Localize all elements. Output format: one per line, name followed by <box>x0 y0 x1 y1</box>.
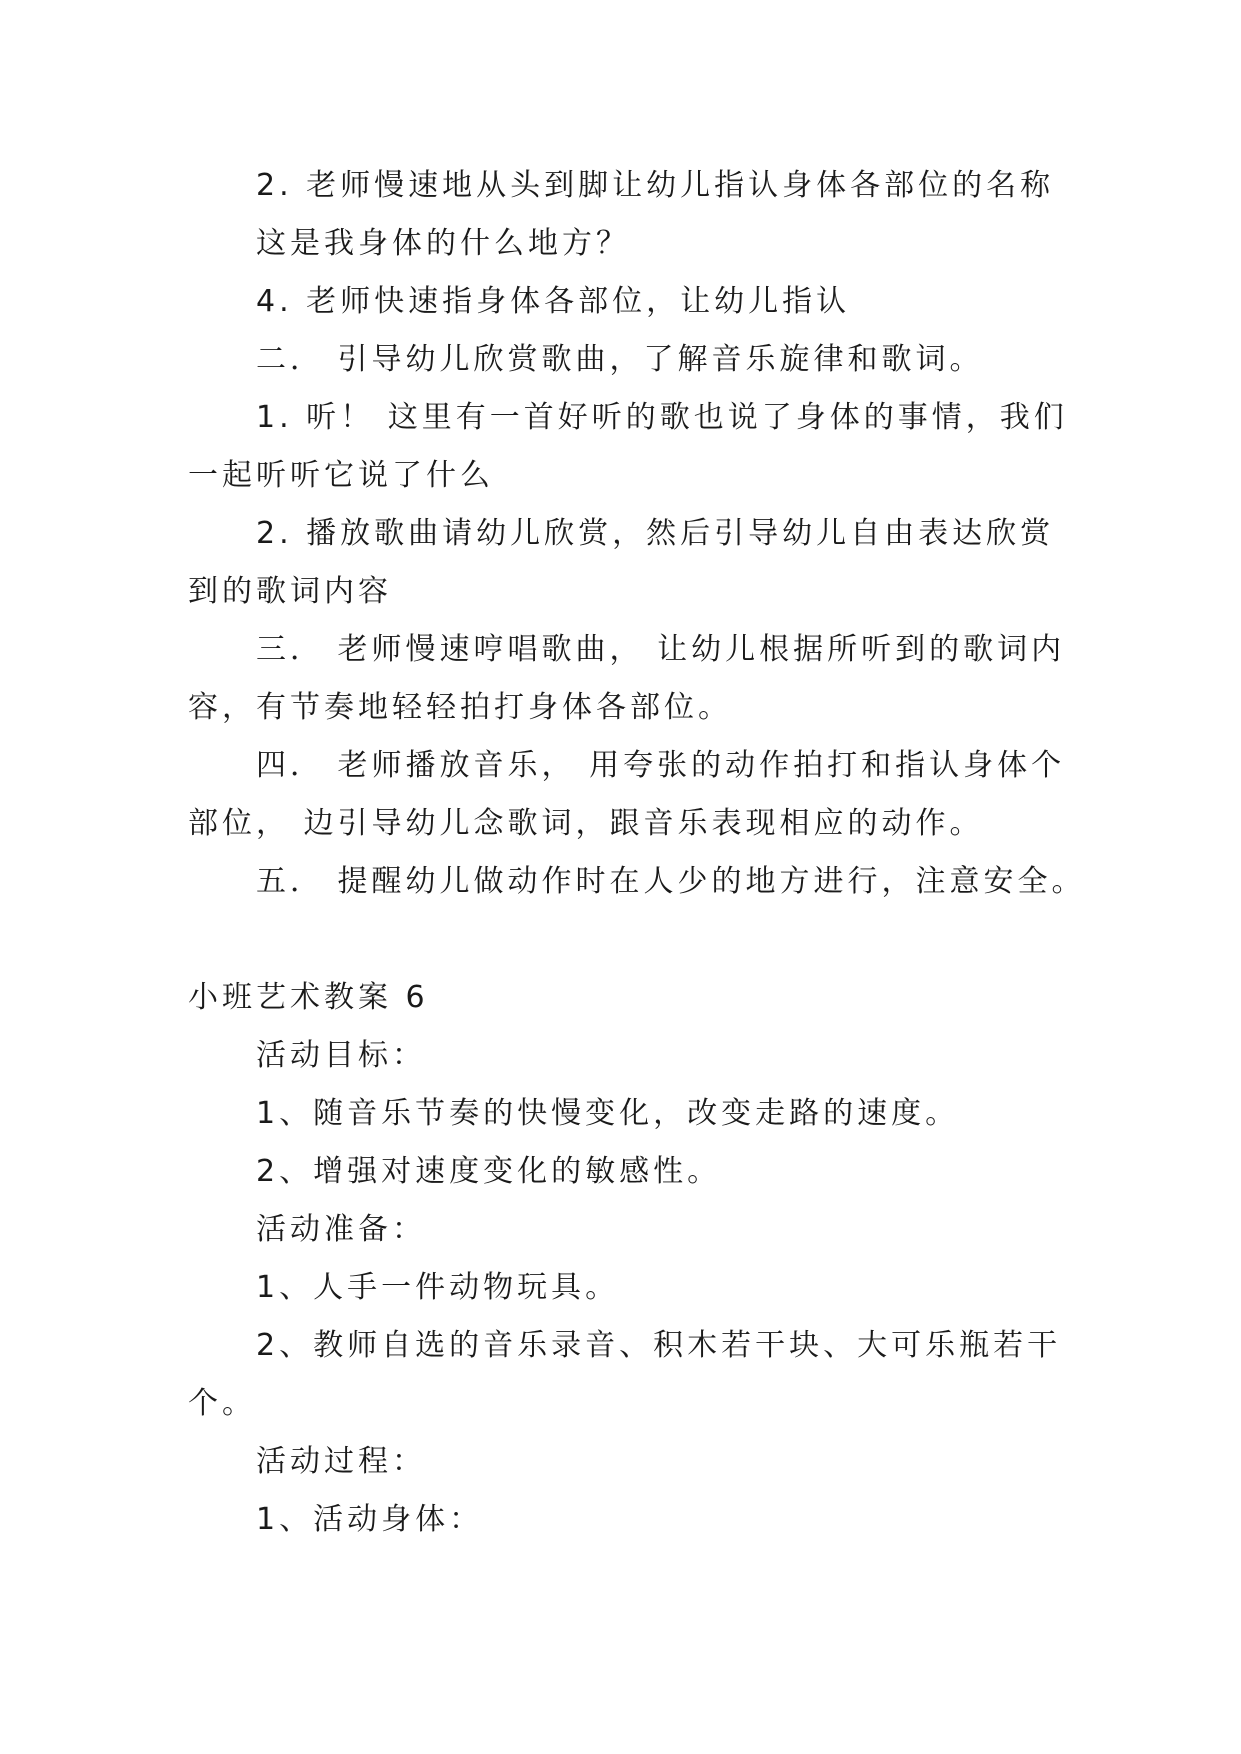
paragraph-line: 四． 老师播放音乐， 用夸张的动作拍打和指认身体个 <box>256 748 1066 783</box>
section-title: 小班艺术教案 6 <box>188 980 429 1015</box>
paragraph-line: 二． 引导幼儿欣赏歌曲，了解音乐旋律和歌词。 <box>256 342 984 377</box>
paragraph-line: 这是我身体的什么地方？ <box>256 226 630 261</box>
paragraph-line: 部位， 边引导幼儿念歌词，跟音乐表现相应的动作。 <box>188 806 984 841</box>
paragraph-line: 三． 老师慢速哼唱歌曲， 让幼儿根据所听到的歌词内 <box>256 632 1066 667</box>
paragraph-line: 1、人手一件动物玩具。 <box>256 1270 620 1305</box>
paragraph-line: 2. 播放歌曲请幼儿欣赏，然后引导幼儿自由表达欣赏 <box>256 516 1055 551</box>
paragraph-line: 4. 老师快速指身体各部位，让幼儿指认 <box>256 284 851 319</box>
paragraph-line: 活动准备： <box>256 1212 426 1247</box>
paragraph-line: 到的歌词内容 <box>188 574 392 609</box>
paragraph-line: 容，有节奏地轻轻拍打身体各部位。 <box>188 690 732 725</box>
paragraph-line: 2. 老师慢速地从头到脚让幼儿指认身体各部位的名称 <box>256 168 1055 203</box>
paragraph-line: 五． 提醒幼儿做动作时在人少的地方进行，注意安全。 <box>256 864 1086 899</box>
paragraph-line: 1、活动身体： <box>256 1502 484 1537</box>
paragraph-line: 活动目标： <box>256 1038 426 1073</box>
paragraph-line: 2、教师自选的音乐录音、积木若干块、大可乐瓶若干 <box>256 1328 1062 1363</box>
paragraph-line: 1、随音乐节奏的快慢变化，改变走路的速度。 <box>256 1096 960 1131</box>
paragraph-line: 1. 听！ 这里有一首好听的歌也说了身体的事情，我们 <box>256 400 1068 435</box>
paragraph-line: 2、增强对速度变化的敏感性。 <box>256 1154 722 1189</box>
paragraph-line: 活动过程： <box>256 1444 426 1479</box>
paragraph-line: 一起听听它说了什么 <box>188 458 494 493</box>
paragraph-line: 个。 <box>188 1386 256 1421</box>
